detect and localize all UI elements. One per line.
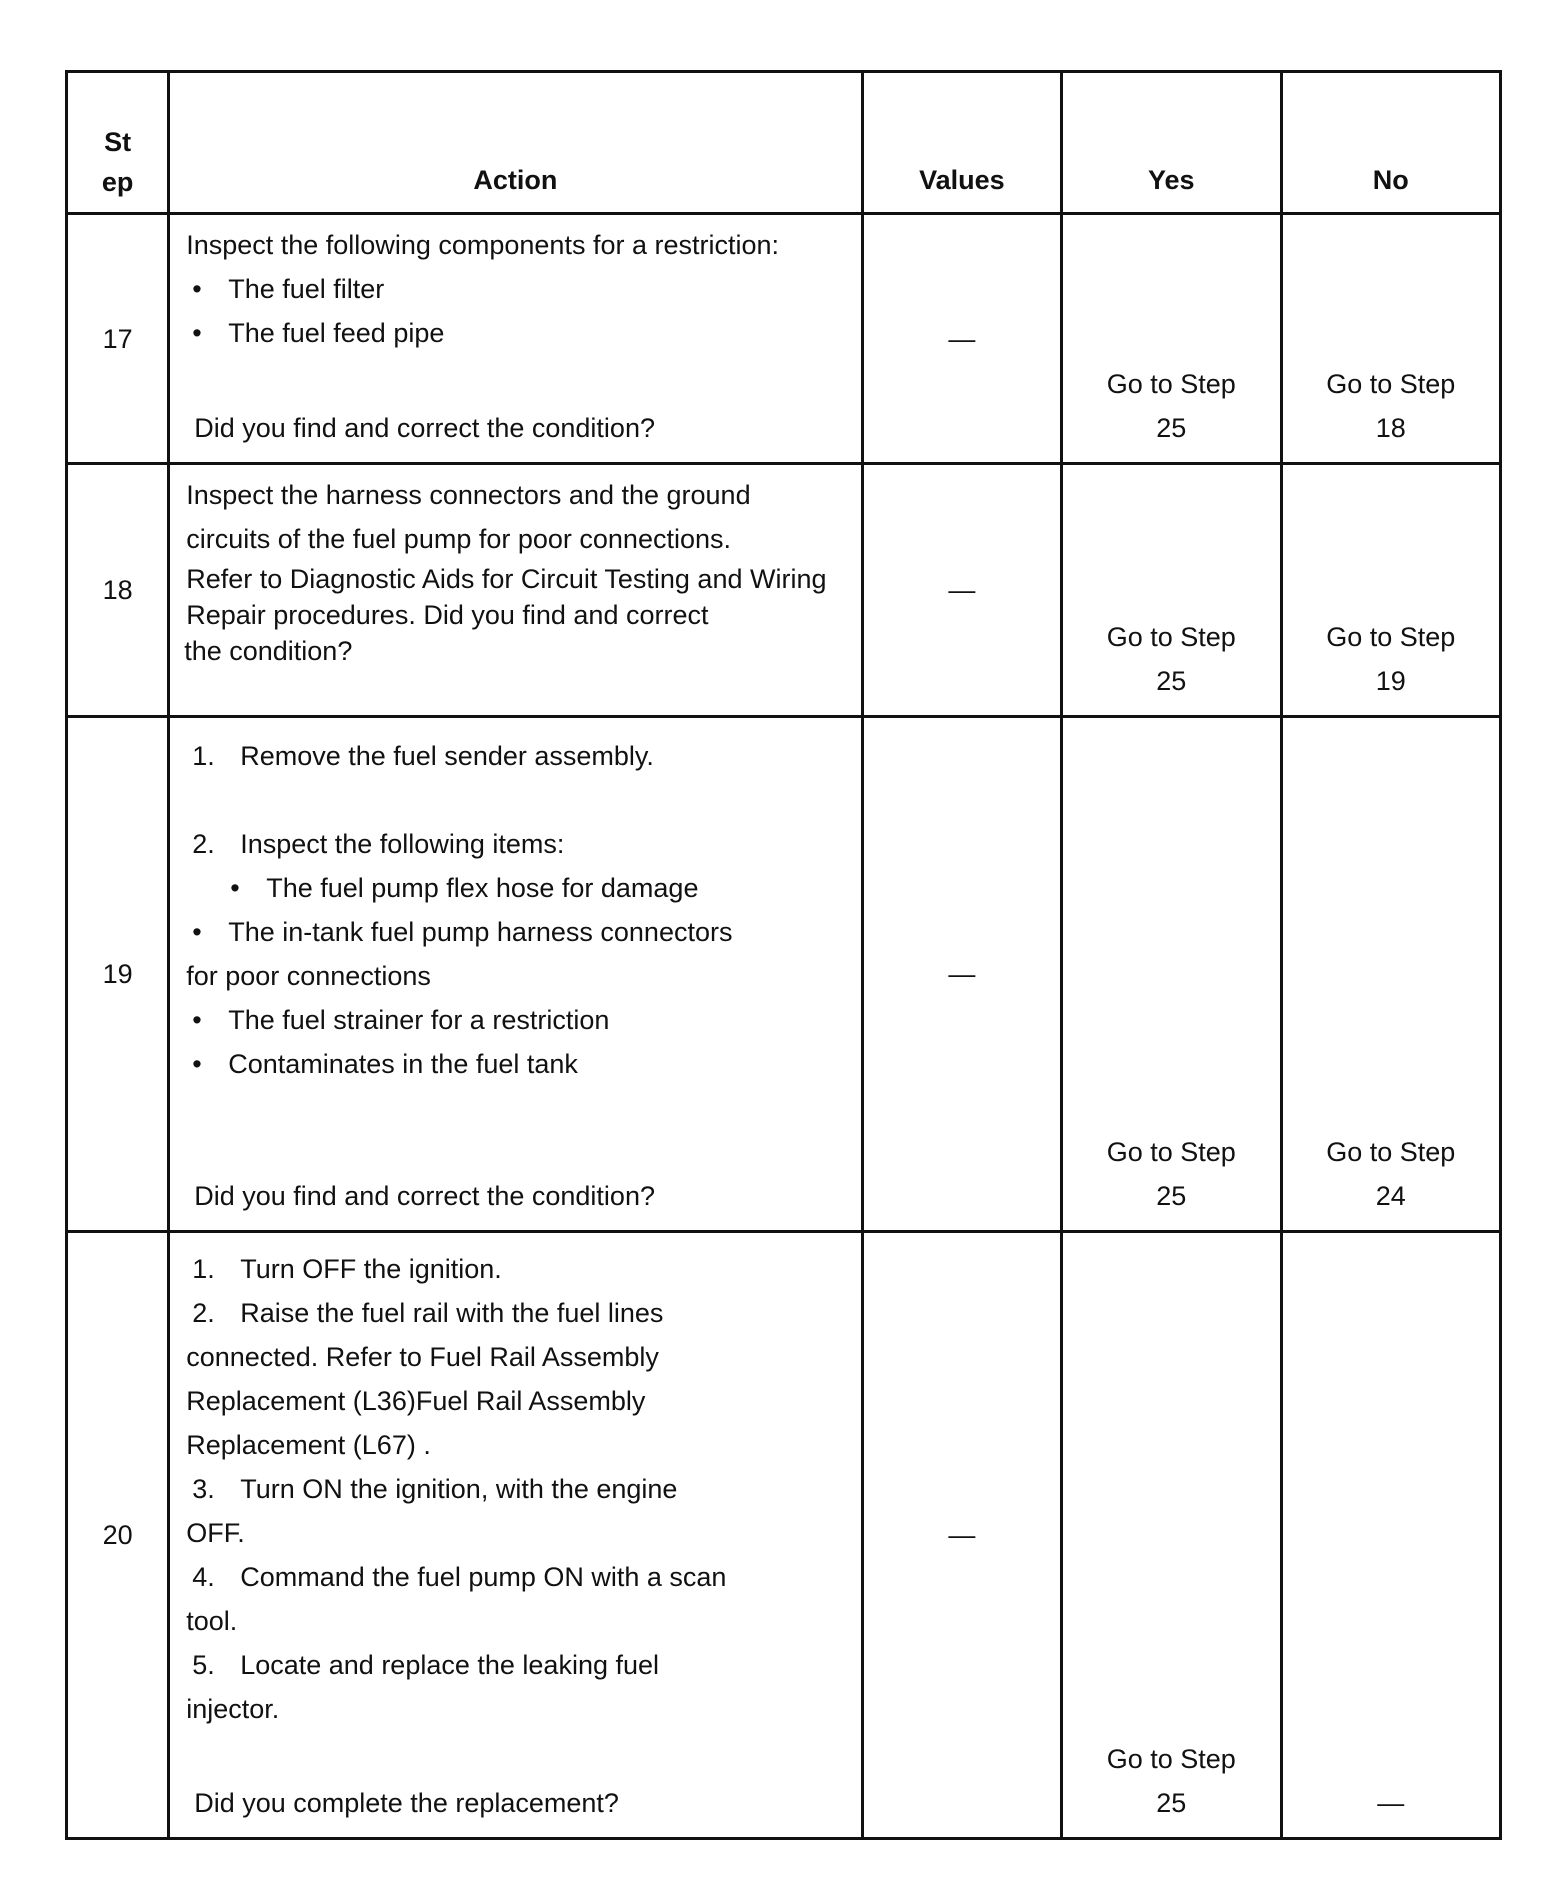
action-bullet — [186, 311, 850, 355]
header-yes: Yes — [1062, 72, 1281, 214]
no-goto-step: 24 — [1375, 1181, 1406, 1211]
item-number: 2. — [192, 1298, 215, 1328]
header-values: Values — [862, 72, 1061, 214]
bullet-text: The in-tank fuel pump harness connectors — [228, 917, 733, 947]
yes-cell — [1062, 464, 1281, 717]
action-line: OFF. — [186, 1518, 245, 1548]
item-text: Raise the fuel rail with the fuel lines — [240, 1298, 664, 1328]
header-step — [67, 72, 169, 214]
values-cell: — — [862, 1232, 1061, 1839]
action-line: tool. — [186, 1606, 238, 1636]
item-text: Inspect the following items: — [240, 829, 565, 859]
diagnostic-step-table — [65, 70, 1502, 1840]
yes-goto-step: 25 — [1156, 1788, 1187, 1818]
no-cell — [1281, 717, 1501, 1232]
item-text: Locate and replace the leaking fuel — [240, 1650, 660, 1680]
item-number: 1. — [192, 741, 215, 771]
action-numbered-item — [186, 822, 850, 866]
header-step-line2: ep — [101, 167, 134, 197]
action-line: for poor connections — [186, 961, 431, 991]
action-cell — [169, 464, 862, 717]
action-numbered-item — [186, 1247, 850, 1291]
yes-goto-label: Go to Step — [1106, 1744, 1236, 1774]
action-intro: Inspect the following components for a restriction: — [186, 230, 780, 260]
table-row-step-17 — [67, 214, 1501, 464]
bullet-glyph: • — [192, 318, 202, 348]
action-numbered-item — [186, 734, 850, 778]
action-line: circuits of the fuel pump for poor connections. — [186, 524, 731, 554]
no-cell — [1281, 464, 1501, 717]
action-numbered-item — [186, 1291, 850, 1335]
bullet-glyph: • — [192, 1005, 202, 1035]
table-row-step-18 — [67, 464, 1501, 717]
yes-goto-step: 25 — [1156, 1181, 1187, 1211]
bullet-text: The fuel strainer for a restriction — [228, 1005, 610, 1035]
bullet-text: The fuel feed pipe — [228, 318, 445, 348]
yes-goto-label: Go to Step — [1106, 1137, 1236, 1167]
header-action: Action — [169, 72, 862, 214]
no-goto-step: 19 — [1375, 666, 1406, 696]
action-line: connected. Refer to Fuel Rail Assembly — [186, 1342, 659, 1372]
action-numbered-item — [186, 1643, 850, 1687]
yes-goto-step: 25 — [1156, 666, 1187, 696]
bullet-text: The fuel pump flex hose for damage — [266, 873, 699, 903]
item-text: Command the fuel pump ON with a scan — [240, 1562, 727, 1592]
no-cell — [1281, 1232, 1501, 1839]
action-cell — [169, 1232, 862, 1839]
no-goto-step: — — [1377, 1788, 1405, 1818]
item-number: 3. — [192, 1474, 215, 1504]
action-question: Did you find and correct the condition? — [194, 1181, 655, 1211]
step-number: 18 — [67, 464, 169, 717]
no-goto-label: Go to Step — [1326, 369, 1456, 399]
item-number: 4. — [192, 1562, 215, 1592]
bullet-glyph: • — [192, 917, 202, 947]
action-question: Did you find and correct the condition? — [194, 413, 655, 443]
action-numbered-item — [186, 1555, 850, 1599]
table-row-step-19 — [67, 717, 1501, 1232]
yes-cell — [1062, 1232, 1281, 1839]
step-number: 20 — [67, 1232, 169, 1839]
no-goto-step: 18 — [1375, 413, 1406, 443]
action-line: the condition? — [184, 636, 353, 666]
table-row-step-20 — [67, 1232, 1501, 1839]
bullet-glyph: • — [192, 274, 202, 304]
action-question: Did you complete the replacement? — [194, 1788, 619, 1818]
action-cell — [169, 717, 862, 1232]
values-cell: — — [862, 464, 1061, 717]
table-header-row — [67, 72, 1501, 214]
no-goto-label: Go to Step — [1326, 622, 1456, 652]
values-cell: — — [862, 717, 1061, 1232]
item-number: 2. — [192, 829, 215, 859]
action-bullet — [186, 998, 850, 1042]
step-number: 17 — [67, 214, 169, 464]
no-goto-label: Go to Step — [1326, 1137, 1456, 1167]
bullet-text: The fuel filter — [228, 274, 385, 304]
item-number: 5. — [192, 1650, 215, 1680]
yes-cell — [1062, 717, 1281, 1232]
action-bullet — [186, 910, 850, 954]
bullet-glyph: • — [230, 873, 240, 903]
action-numbered-item — [186, 1467, 850, 1511]
no-cell — [1281, 214, 1501, 464]
item-text: Turn OFF the ignition. — [240, 1254, 502, 1284]
item-text: Remove the fuel sender assembly. — [240, 741, 654, 771]
item-number: 1. — [192, 1254, 215, 1284]
bullet-text: Contaminates in the fuel tank — [228, 1049, 578, 1079]
yes-goto-label: Go to Step — [1106, 369, 1236, 399]
no-goto-label — [1283, 1737, 1500, 1781]
action-line: Replacement (L67) . — [186, 1430, 431, 1460]
action-line: Refer to Diagnostic Aids for Circuit Testing and Wiring — [186, 564, 827, 594]
action-line: Repair procedures. Did you find and correct — [186, 600, 709, 630]
action-cell — [169, 214, 862, 464]
header-step-line1: St — [104, 127, 132, 157]
yes-cell — [1062, 214, 1281, 464]
step-number: 19 — [67, 717, 169, 1232]
action-bullet — [186, 1042, 850, 1086]
action-bullet — [186, 267, 850, 311]
header-no: No — [1281, 72, 1501, 214]
item-text: Turn ON the ignition, with the engine — [240, 1474, 678, 1504]
yes-goto-label: Go to Step — [1106, 622, 1236, 652]
action-line: Inspect the harness connectors and the ground — [186, 480, 751, 510]
bullet-glyph: • — [192, 1049, 202, 1079]
action-line: injector. — [186, 1694, 280, 1724]
values-cell: — — [862, 214, 1061, 464]
action-line: Replacement (L36)Fuel Rail Assembly — [186, 1386, 646, 1416]
action-bullet — [186, 866, 850, 910]
yes-goto-step: 25 — [1156, 413, 1187, 443]
